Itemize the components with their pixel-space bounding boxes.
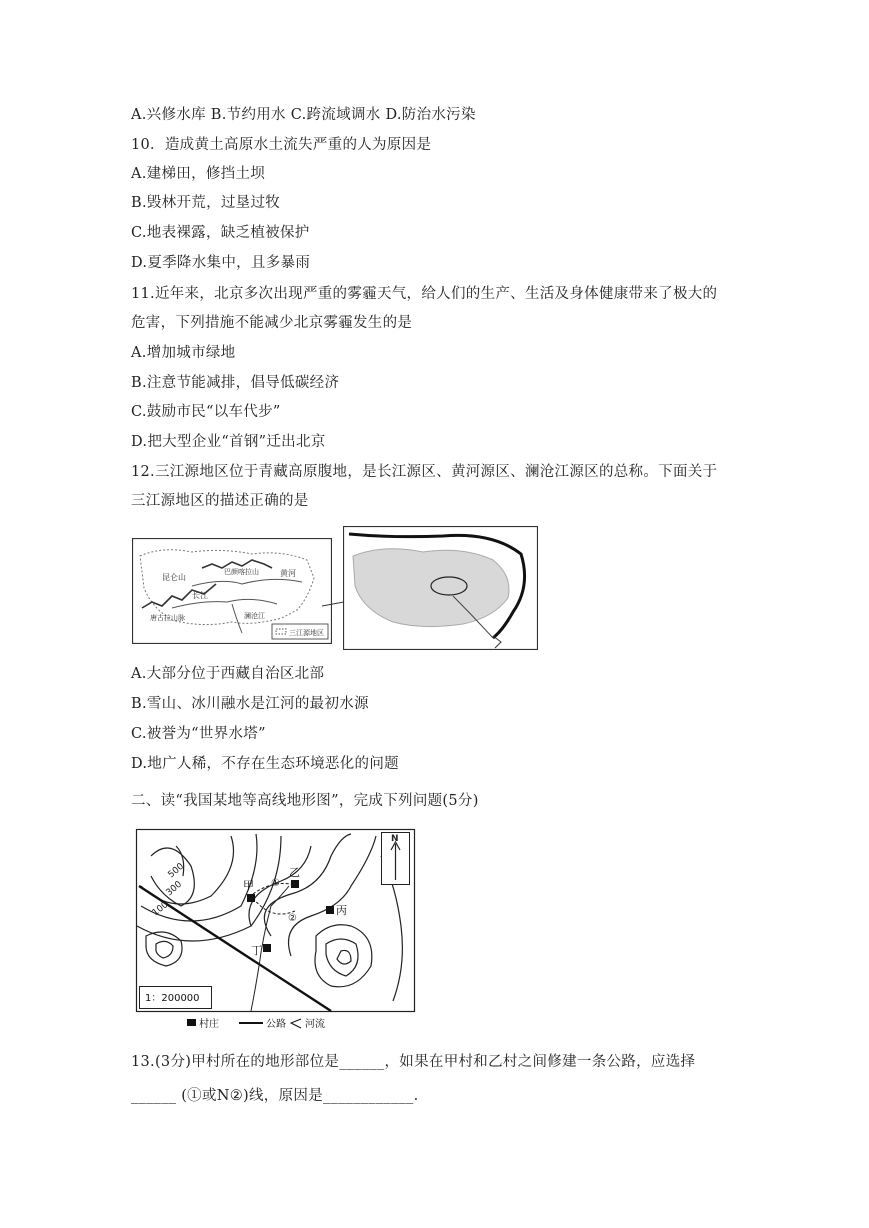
q12-option-a: A.大部分位于西藏自治区北部 [131,666,325,682]
village-ding-marker [263,944,271,952]
map-legend-label: 三江源地区 [289,629,324,637]
map-label-l4: 长江 [192,591,208,600]
map-label-l5: 唐古拉山脉 [150,614,185,622]
q13-line2: ______ (①或N②)线，原因是____________. [131,1088,419,1104]
north-label: N [391,834,399,844]
q12-option-c: C.被誉为“世界水塔” [131,726,266,742]
contour-label-100: 100 [150,899,171,919]
q11-stem-line2: 危害，下列措施不能减少北京雾霾发生的是 [131,315,413,331]
q10-option-d: D.夏季降水集中，且多暴雨 [131,255,311,271]
village-yi-label: 乙 [289,866,300,879]
q11-stem-line1: 11.近年来，北京多次出现严重的雾霾天气，给人们的生产、生活及身体健康带来了极大的 [131,286,718,302]
q12-option-b: B.雪山、冰川融水是江河的最初水源 [131,696,369,712]
legend-road: 公路 [266,1019,286,1030]
village-jia-label: 甲 [243,879,254,892]
q11-option-b: B.注意节能减排，倡导低碳经济 [131,375,340,391]
village-jia-marker [247,894,255,902]
legend-river: 河流 [305,1019,325,1030]
map-label-l1: 昆仑山 [162,573,186,582]
q12-stem-line1: 12.三江源地区位于青藏高原腹地，是长江源区、黄河源区、澜沧江源区的总称。下面关于 [131,464,718,480]
route-1-label: ① [271,878,280,889]
q11-option-c: C.鼓励市民“以车代步” [131,404,281,420]
contour-map [131,826,416,1036]
contour-label-300: 300 [164,879,185,899]
village-bing-label: 丙 [336,904,347,917]
q10-stem: 10．造成黄土高原水土流失严重的人为原因是 [131,137,432,153]
q11-option-d: D.把大型企业“首钢”迁出北京 [131,434,326,450]
q10-option-c: C.地表裸露，缺乏植被保护 [131,225,310,241]
q9-options: A.兴修水库 B.节约用水 C.跨流域调水 D.防治水污染 [131,107,476,123]
route-2-label: ② [288,913,297,924]
sanjiangyuan-detail-map [132,538,332,644]
legend-village: 村庄 [199,1019,219,1030]
scale-label: 1：200000 [145,993,200,1004]
section2-title: 二、读“我国某地等高线地形图”，完成下列问题(5分) [131,793,479,809]
village-yi-marker [291,880,299,888]
map-label-l6: 澜沧江 [244,612,265,620]
china-overview-map [343,526,538,650]
village-ding-label: 丁 [251,944,262,957]
contour-label-500: 500 [166,861,187,881]
q11-option-a: A.增加城市绿地 [131,345,236,361]
map-label-l3: 黄河 [280,569,296,578]
q13-line1: 13.(3分)甲村所在的地形部位是______，如果在甲村和乙村之间修建一条公路，应选择 [131,1054,696,1070]
q12-stem-line2: 三江源地区的描述正确的是 [131,493,309,509]
q12-option-d: D.地广人稀，不存在生态环境恶化的问题 [131,756,399,772]
q10-option-b: B.毁林开荒，过垦过牧 [131,195,281,211]
village-bing-marker [326,906,334,914]
map-label-l2: 巴颜喀拉山 [224,568,259,576]
q10-option-a: A.建梯田，修挡土坝 [131,166,266,182]
